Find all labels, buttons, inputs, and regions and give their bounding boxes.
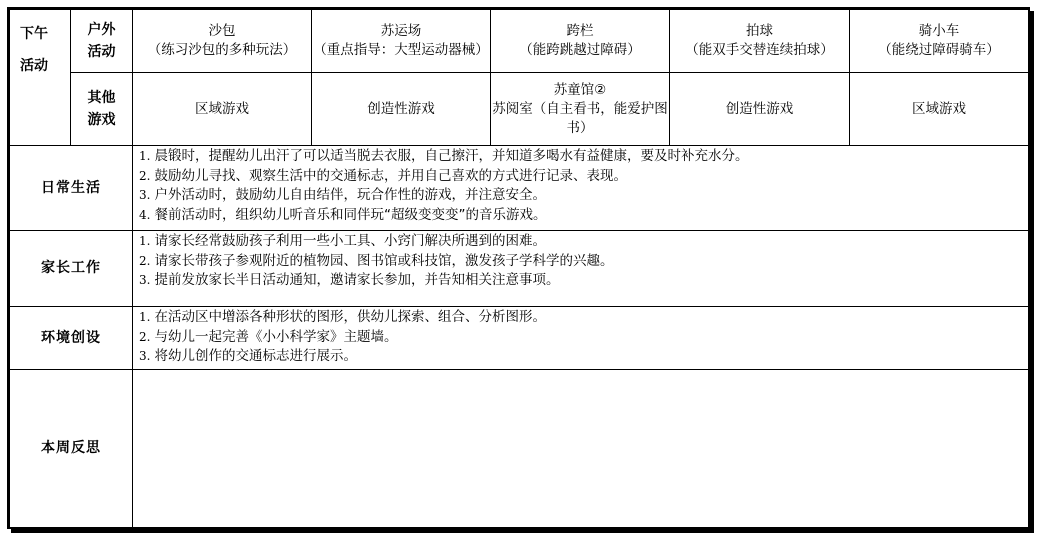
item-number: 1. (139, 149, 151, 163)
other-games-label-line1: 其他 (87, 90, 116, 106)
list-item (139, 147, 1028, 167)
outdoor-activity-cell (312, 10, 491, 73)
afternoon-label-line2: 活动 (20, 58, 48, 74)
game-line1: 创造性游戏 (367, 100, 435, 117)
item-text: 提前发放家长半日活动通知，邀请家长参加，并告知相关注意事项。 (154, 272, 560, 288)
daily-life-list (139, 147, 1028, 225)
game-line1: 创造性游戏 (725, 100, 794, 117)
activity-note: （练习沙包的多种玩法） (147, 42, 297, 58)
list-item (139, 347, 1028, 367)
weekly-reflection-row (10, 370, 1029, 528)
item-number: 4. (139, 207, 151, 222)
item-text: 请家长带孩子参观附近的植物园、图书馆或科技馆，激发孩子学科学的兴趣。 (154, 252, 614, 269)
list-item (139, 186, 1028, 206)
environment-label: 环境创设 (10, 307, 133, 370)
item-text: 在活动区中增添各种形状的图形，供幼儿探索、组合、分析图形。 (154, 309, 546, 325)
item-text: 户外活动时，鼓励幼儿自由结伴，玩合作性的游戏，并注意安全。 (154, 187, 546, 203)
other-game-cell (670, 73, 850, 146)
parent-work-label: 家长工作 (10, 231, 133, 307)
environment-row (10, 307, 1029, 370)
other-games-label (71, 73, 133, 146)
weekly-reflection-content[interactable] (133, 370, 1029, 528)
other-game-cell (850, 73, 1029, 146)
outdoor-activity-row (10, 10, 1029, 73)
outdoor-activity-cell (133, 10, 312, 73)
activity-note: （能双手交替连续拍球） (685, 42, 834, 58)
activity-note: （能跨跳越过障碍） (519, 42, 641, 58)
weekly-reflection-label: 本周反思 (10, 370, 133, 528)
item-text: 请家长经常鼓励孩子利用一些小工具、小窍门解决所遇到的困难。 (154, 233, 546, 249)
activity-name: 跨栏 (566, 23, 594, 39)
item-number: 2. (139, 329, 151, 344)
other-game-cell (491, 73, 670, 146)
item-number: 1. (139, 310, 151, 324)
outdoor-activity-cell (491, 10, 670, 73)
list-item (139, 232, 1028, 252)
list-item (139, 167, 1028, 187)
other-games-row (10, 73, 1029, 146)
activity-name: 苏运场 (380, 23, 422, 39)
list-item (139, 271, 1028, 291)
item-number: 3. (139, 188, 151, 202)
other-games-label-line2: 游戏 (87, 112, 116, 128)
item-number: 3. (139, 349, 151, 363)
list-item (139, 308, 1028, 328)
list-item (139, 328, 1028, 348)
item-text: 餐前活动时，组织幼儿听音乐和同伴玩“超级变变变”的音乐游戏。 (154, 206, 547, 223)
list-item (139, 206, 1028, 226)
activity-note: （重点指导：大型运动器械） (313, 42, 489, 58)
weekly-plan-table (9, 9, 1029, 528)
environment-list (139, 308, 1028, 367)
item-text: 将幼儿创作的交通标志进行展示。 (154, 348, 357, 364)
activity-name: 拍球 (746, 23, 773, 39)
activity-name: 沙包 (208, 23, 236, 39)
item-text: 晨锻时，提醒幼儿出汗了可以适当脱去衣服，自己擦汗，并知道多喝水有益健康，要及时补充水分。 (154, 148, 749, 164)
parent-work-content (133, 231, 1029, 307)
outdoor-activity-cell (670, 10, 850, 73)
item-number: 3. (139, 273, 151, 287)
activity-note: （能绕过障碍骑车） (878, 42, 1000, 58)
item-number: 1. (139, 234, 151, 248)
activity-name: 骑小车 (918, 23, 960, 39)
afternoon-label-line1: 下午 (20, 26, 48, 42)
other-game-cell (312, 73, 491, 146)
game-line2: 苏阅室（自主看书，能爱护图书） (492, 100, 668, 136)
outdoor-label-line2: 活动 (87, 44, 116, 60)
daily-life-row (10, 146, 1029, 231)
outdoor-activity-label (71, 10, 133, 73)
parent-work-list (139, 232, 1028, 291)
outdoor-label-line1: 户外 (87, 22, 116, 38)
environment-content (133, 307, 1029, 370)
item-text: 鼓励幼儿寻找、观察生活中的交通标志，并用自己喜欢的方式进行记录、表现。 (154, 167, 627, 184)
daily-life-label: 日常生活 (10, 146, 133, 231)
item-number: 2. (139, 168, 151, 183)
item-text: 与幼儿一起完善《小小科学家》主题墙。 (154, 328, 398, 345)
parent-work-row (10, 231, 1029, 307)
outdoor-activity-cell (850, 10, 1029, 73)
game-line1: 区域游戏 (912, 100, 966, 117)
item-number: 2. (139, 253, 151, 268)
list-item (139, 252, 1028, 272)
afternoon-activity-label (10, 10, 71, 146)
game-line1: 区域游戏 (195, 100, 249, 117)
other-game-cell (133, 73, 312, 146)
game-line1: 苏童馆② (553, 81, 607, 98)
daily-life-content (133, 146, 1029, 231)
